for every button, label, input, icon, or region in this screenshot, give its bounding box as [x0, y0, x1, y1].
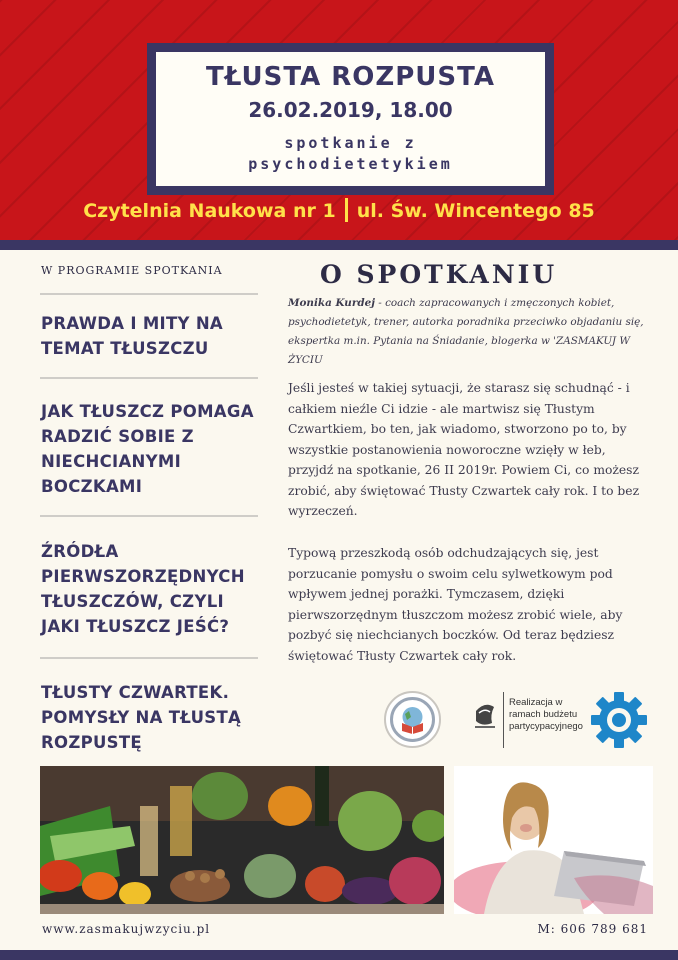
program-divider	[40, 377, 258, 379]
woman-laptop-photo	[454, 766, 653, 914]
event-datetime: 26.02.2019, 18.00	[248, 98, 453, 122]
program-divider	[40, 293, 258, 295]
about-paragraph-1: Jeśli jesteś w takiej sytuacji, że starasz się schudnąć - i całkiem nieźle Ci idzie - ale martwisz się Tłustym Czwartkiem, bo ten, jak wiadomo, stworzono po to, by wszystkie postanowienia noworoczne wzięły w łeb, przyjdź na spotkanie, 26 II 2019r. Powiem Ci, co możesz zrobić, aby świętować Tłusty Czwartek cały rok. I to bez wyrzeczeń.	[288, 381, 640, 518]
header-banner	[0, 0, 678, 240]
library-logo	[384, 691, 441, 748]
program-item-1: PRAWDA I MITY NA TEMAT TŁUSZCZU	[41, 314, 224, 358]
program-divider	[40, 515, 258, 517]
footer-website[interactable]: www.zasmakujwzyciu.pl	[42, 922, 211, 936]
partner-emblem-icon	[470, 693, 500, 743]
vegetables-illustration	[40, 766, 444, 914]
title-box	[147, 43, 554, 195]
library-emblem-icon	[386, 693, 439, 746]
vegetables-photo	[40, 766, 444, 914]
venue-address: ul. Św. Wincentego 85	[356, 200, 595, 222]
footer-band	[0, 950, 678, 960]
about-paragraph-2: Typową przeszkodą osób odchudzających się, jest porzucanie pomysłu o swoim celu sylwetkowym pod wpływem jednej porażki. Tymczasem, dzięki pierwszorzędnym tłuszczom możesz zrobić wiele, aby pozbyć się niechcianych boczków. Od teraz będziesz świętować Tłusty Czwartek cały rok.	[288, 546, 623, 663]
event-location	[0, 198, 678, 222]
speaker-description: - coach zapracowanych i zmęczonych kobiet, psychodietetyk, trener, autorka poradnika przeciwko objadaniu się, ekspertka m.in. Pytania na Śniadanie, blogerka w 'ZASMAKUJ W ŻYCIU	[288, 297, 644, 366]
woman-illustration	[454, 766, 653, 914]
program-divider	[40, 657, 258, 659]
program-label: W PROGRAMIE SPOTKANIA	[41, 264, 223, 277]
partner-logo	[470, 693, 500, 743]
logo-divider	[503, 692, 504, 748]
location-separator	[345, 198, 348, 222]
about-title: O SPOTKANIU	[320, 260, 558, 289]
speaker-bio	[288, 294, 658, 370]
budget-caption: Realizacja w ramach budżetu partycypacyjnego	[509, 697, 583, 732]
program-item-2: JAK TŁUSZCZ POMAGA RADZIĆ SOBIE Z NIECHCIANYMI BOCZKAMI	[41, 402, 254, 496]
venue-name: Czytelnia Naukowa nr 1	[83, 200, 336, 222]
event-subtitle: spotkanie z psychodietetykiem	[248, 134, 453, 173]
gear-icon	[589, 690, 649, 750]
speaker-name: Monika Kurdej	[288, 297, 375, 309]
footer-phone: M: 606 789 681	[537, 922, 648, 936]
program-item-3: ŹRÓDŁA PIERWSZORZĘDNYCH TŁUSZCZÓW, CZYLI JAKI TŁUSZCZ JEŚĆ?	[41, 542, 245, 636]
event-title: TŁUSTA ROZPUSTA	[206, 62, 495, 92]
header-divider-band	[0, 240, 678, 250]
program-item-4: TŁUSTY CZWARTEK. POMYSŁY NA TŁUSTĄ ROZPUSTĘ	[41, 683, 242, 752]
